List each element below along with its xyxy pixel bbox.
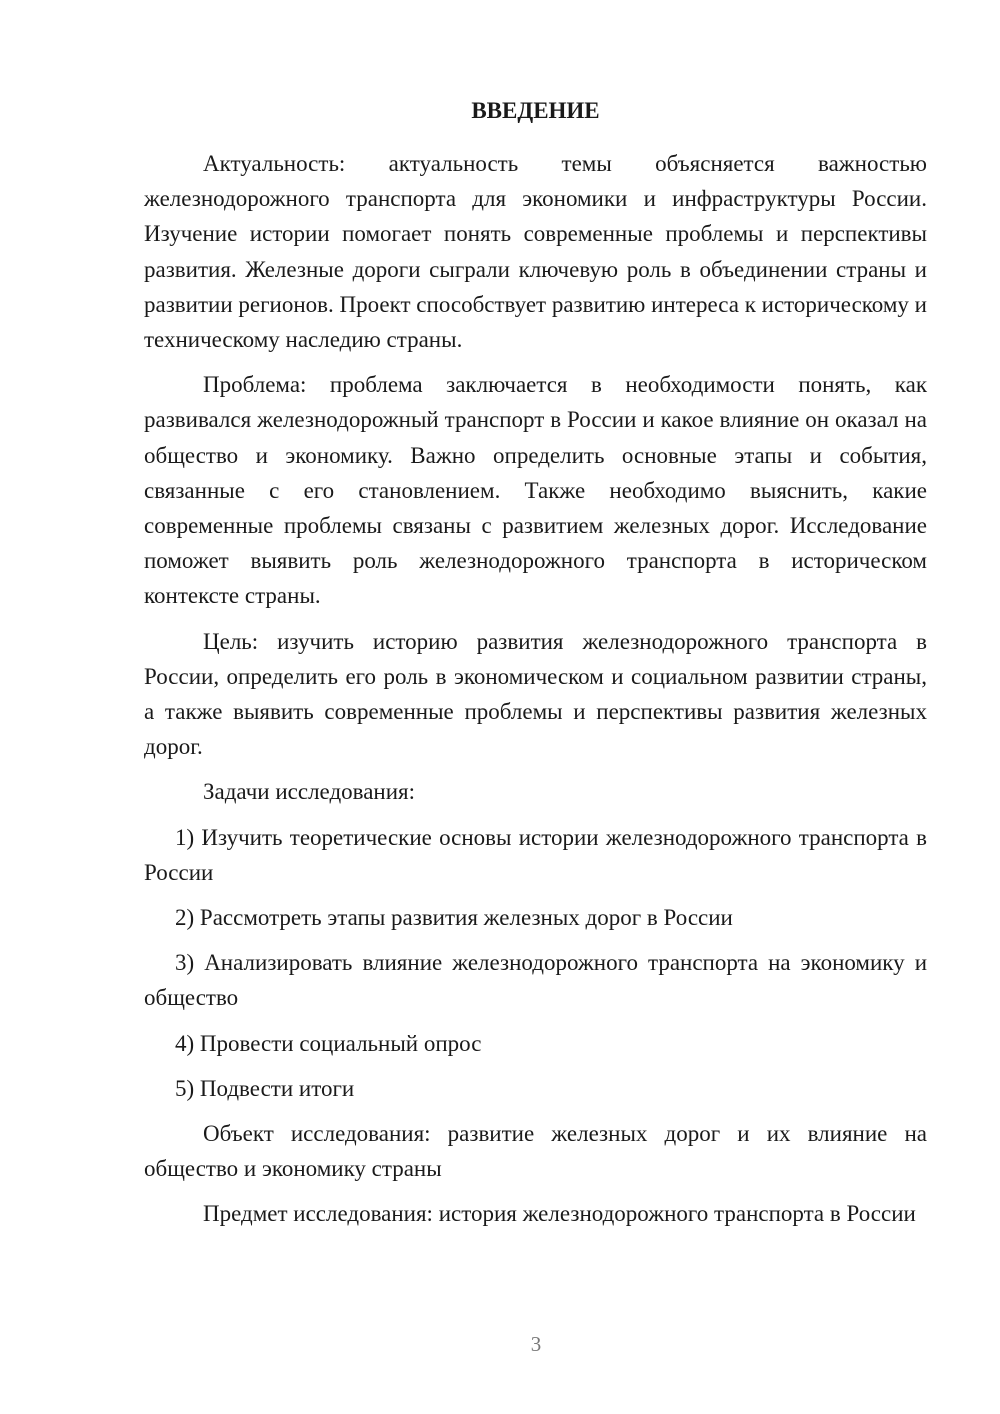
problem-paragraph: Проблема: проблема заключается в необходимости понять, как развивался железнодорожный транспорт в России и какое влияние он оказал на общество и экономику. Важно определить основные этапы и события, связанные с его становлением. Также необходимо выяснить, какие современные проблемы связаны с развитием железных дорог. Исследование поможет выявить роль железнодорожного транспорта в историческом контексте страны. — [144, 372, 927, 609]
subject-paragraph: Предмет исследования: история железнодорожного транспорта в России — [203, 1201, 916, 1227]
page-content — [144, 96, 927, 1242]
task-item-3: 3) Анализировать влияние железнодорожного транспорта на экономику и общество — [144, 950, 927, 1011]
relevance-paragraph: Актуальность: актуальность темы объясняется важностью железнодорожного транспорта для экономики и инфраструктуры России. Изучение истории помогает понять современные проблемы и перспективы развития. Железные дороги сыграли ключевую роль в объединении страны и развитии регионов. Проект способствует развитию интереса к историческому и техническому наследию страны. — [144, 151, 927, 353]
section-heading: ВВЕДЕНИЕ — [471, 98, 600, 123]
object-paragraph: Объект исследования: развитие железных дорог и их влияние на общество и экономику страны — [144, 1121, 927, 1182]
page-number: 3 — [530, 1332, 542, 1356]
task-item-5: 5) Подвести итоги — [175, 1075, 355, 1101]
task-item-2: 2) Рассмотреть этапы развития железных дорог в России — [175, 905, 733, 931]
goal-paragraph: Цель: изучить историю развития железнодорожного транспорта в России, определить его роль в экономическом и социальном развитии страны, а также выявить современные проблемы и перспективы развития железных дорог. — [144, 628, 927, 760]
task-item-4: 4) Провести социальный опрос — [175, 1030, 482, 1056]
task-item-1: 1) Изучить теоретические основы истории железнодорожного транспорта в России — [144, 824, 927, 885]
tasks-title: Задачи исследования: — [203, 779, 416, 805]
